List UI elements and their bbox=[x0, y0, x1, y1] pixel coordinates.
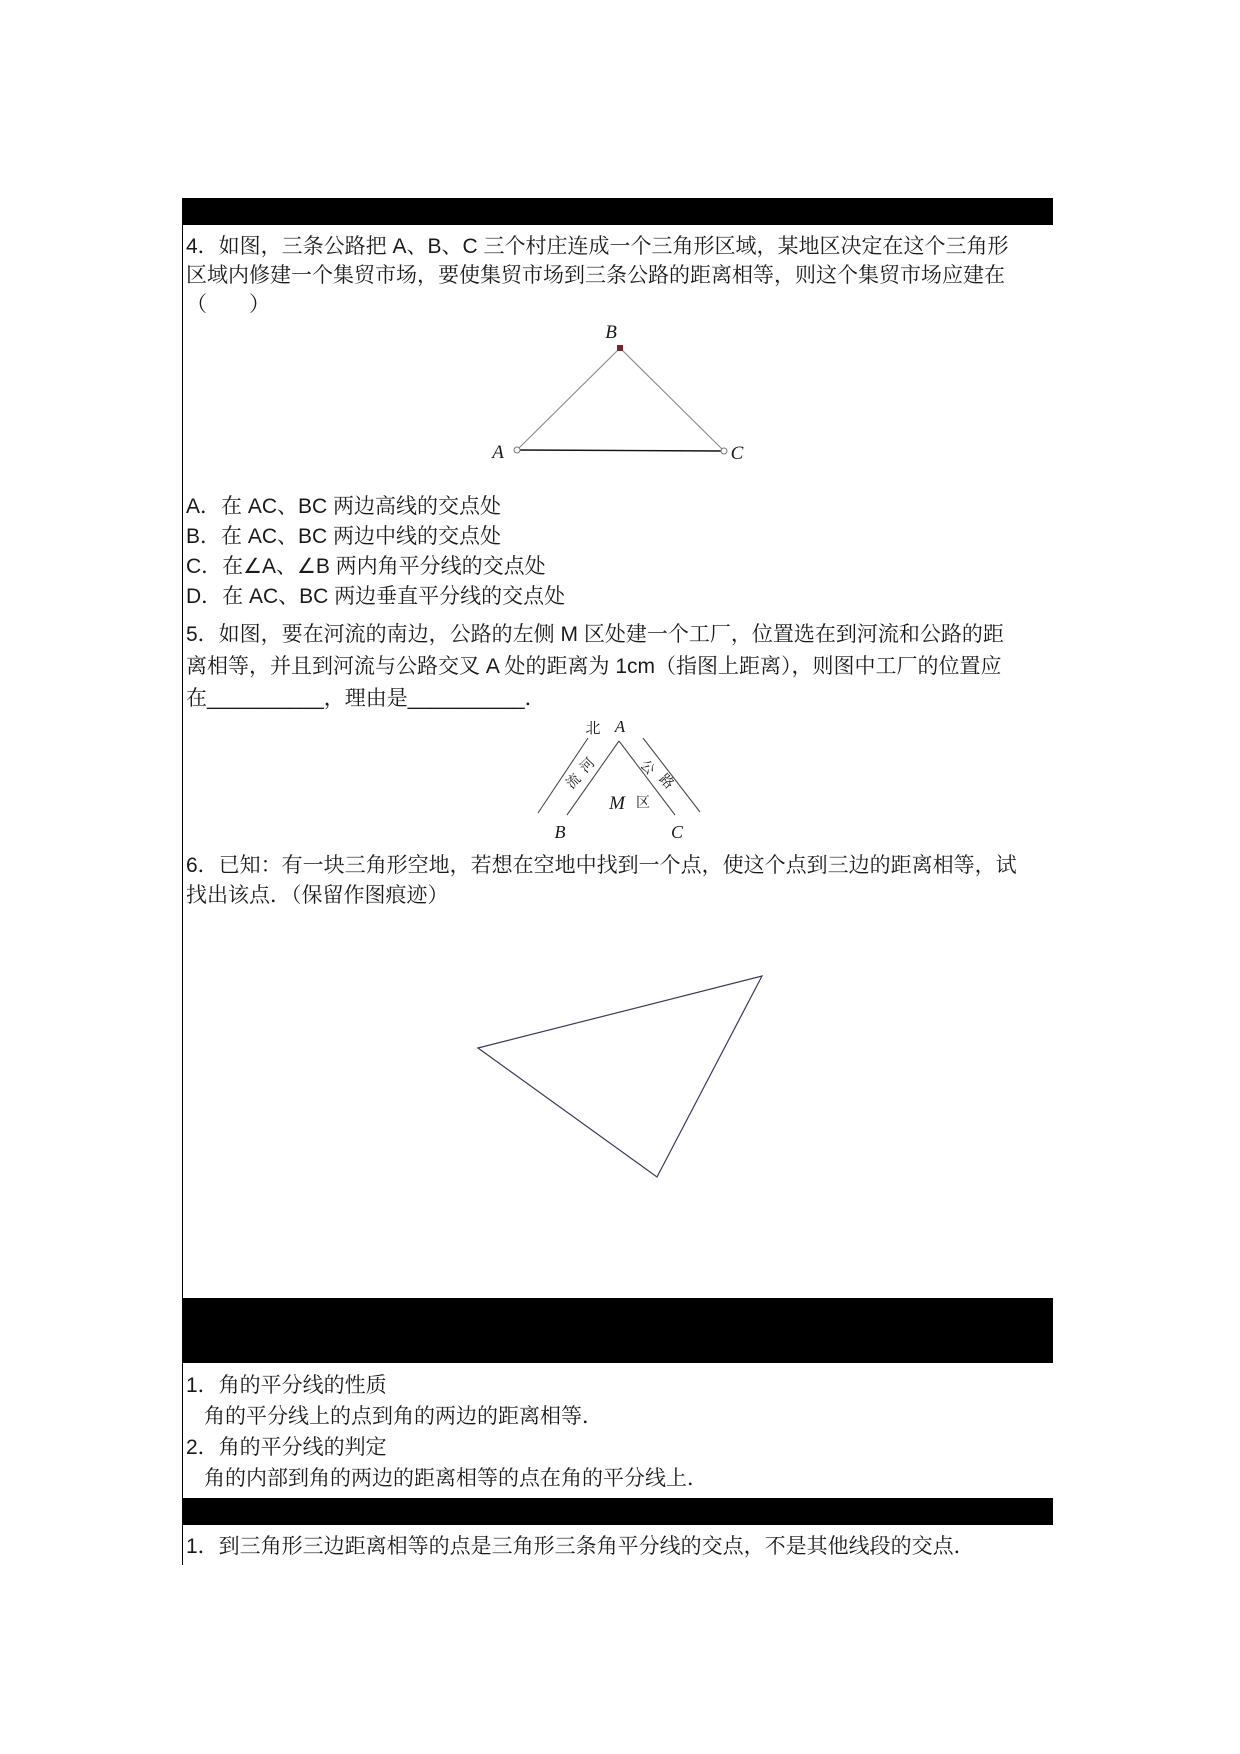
tips-line-1: 1．到三角形三边距离相等的点是三角形三条角平分线的交点，不是其他线段的交点． bbox=[186, 1535, 975, 1558]
q5-river-road-diagram bbox=[528, 710, 723, 850]
q5-river-char-2: 流 bbox=[562, 770, 584, 792]
q4-label-a: A bbox=[492, 442, 504, 463]
q4-option-c: C．在∠A、∠B 两内角平分线的交点处 bbox=[186, 555, 546, 578]
q4-option-a: A．在 AC、BC 两边高线的交点处 bbox=[186, 495, 502, 518]
q4-label-b: B bbox=[605, 322, 617, 343]
q5-label-m: M bbox=[609, 793, 625, 814]
section-bar-bottom bbox=[182, 1498, 1053, 1525]
q6-line-1: 6．已知：有一块三角形空地，若想在空地中找到一个点，使这个点到三边的距离相等，试 bbox=[186, 854, 1017, 877]
q4-label-c: C bbox=[730, 443, 744, 464]
q4-side-ac bbox=[517, 450, 724, 451]
q5-district-label: 区 bbox=[636, 794, 650, 810]
q5-north-label: 北 bbox=[585, 720, 601, 737]
q4-option-b: B．在 AC、BC 两边中线的交点处 bbox=[186, 525, 502, 548]
notes-line-4: 角的内部到角的两边的距离相等的点在角的平分线上． bbox=[204, 1467, 708, 1490]
q4-side-ab bbox=[517, 348, 620, 450]
section-bar-middle bbox=[182, 1298, 1053, 1363]
q4-triangle-diagram bbox=[480, 313, 760, 465]
q5-label-a: A bbox=[614, 717, 626, 736]
q6-line-2: 找出该点．（保留作图痕迹） bbox=[186, 884, 449, 907]
q5-road-char-2: 路 bbox=[656, 770, 678, 792]
q5-line-3: 在__________，理由是__________． bbox=[186, 687, 546, 710]
q4-line-2: 区域内修建一个集贸市场，要使集贸市场到三条公路的距离相等，则这个集贸市场应建在 bbox=[186, 264, 1005, 287]
q4-line-1: 4．如图，三条公路把 A、B、C 三个村庄连成一个三角形区域，某地区决定在这个三角形 bbox=[186, 235, 1009, 258]
q5-road-char-1: 公 bbox=[637, 756, 659, 778]
q5-label-c: C bbox=[670, 822, 684, 842]
q5-river-char-1: 河 bbox=[576, 754, 598, 776]
notes-line-1: 1．角的平分线的性质 bbox=[186, 1374, 387, 1397]
q5-line-1: 5．如图，要在河流的南边，公路的左侧 M 区处建一个工厂，位置选在到河流和公路的距 bbox=[186, 623, 1004, 646]
notes-line-3: 2．角的平分线的判定 bbox=[186, 1436, 387, 1459]
q5-label-b: B bbox=[554, 822, 566, 842]
q6-triangle-diagram bbox=[470, 968, 775, 1183]
q6-triangle-outline bbox=[478, 976, 762, 1177]
q5-line-2: 离相等，并且到河流与公路交叉 A 处的距离为 1cm（指图上距离），则图中工厂的位置应 bbox=[186, 655, 1002, 678]
section-bar-top bbox=[182, 198, 1053, 225]
q4-vertex-a-marker bbox=[514, 447, 520, 453]
q5-river-outer-line bbox=[538, 738, 588, 813]
q4-vertex-c-marker bbox=[721, 448, 727, 454]
notes-line-2: 角的平分线上的点到角的两边的距离相等． bbox=[204, 1405, 603, 1428]
q4-line-3: （ ） bbox=[186, 293, 270, 316]
q4-option-d: D．在 AC、BC 两边垂直平分线的交点处 bbox=[186, 585, 566, 608]
q4-side-bc bbox=[620, 348, 724, 451]
q4-vertex-b-marker bbox=[617, 345, 623, 351]
